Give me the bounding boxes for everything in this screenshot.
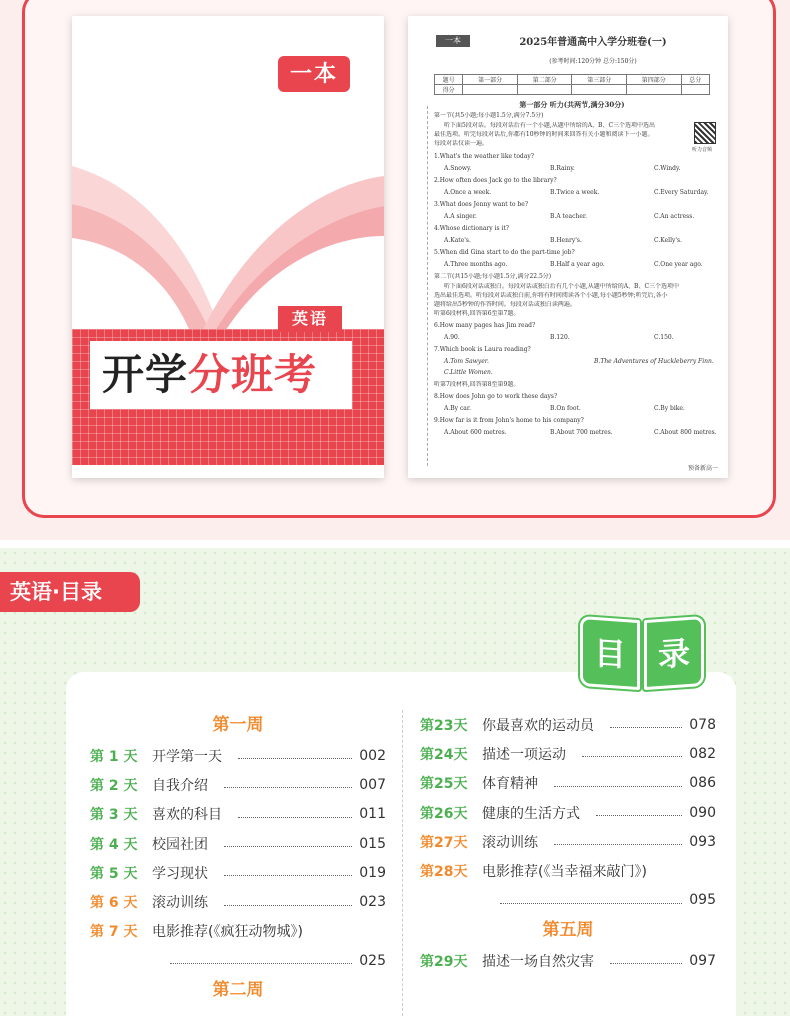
exam-paper-preview <box>408 16 728 478</box>
question: 9.How far is it from John's home to his company? <box>434 417 584 424</box>
option: C.Windy. <box>654 165 681 172</box>
cover-title-red: 分班考 <box>188 350 318 399</box>
toc-day: 第23天 <box>420 717 468 734</box>
option: B.Henry's. <box>550 237 582 244</box>
dot-leader <box>224 905 352 906</box>
brand-logo: 一本 <box>278 56 350 92</box>
dot-leader <box>554 844 682 845</box>
instruction-line: 最佳选项。听完每段对话后,你都有10秒钟的时间来回答有关小题和阅读下一小题。 <box>434 131 654 138</box>
score-cell: 总分 <box>681 75 709 85</box>
score-cell: 第一部分 <box>463 75 518 85</box>
score-cell: 题号 <box>435 75 463 85</box>
score-cell: 第二部分 <box>517 75 572 85</box>
instruction-line: 每段对话仅读一遍。 <box>434 140 489 147</box>
toc-entry[interactable] <box>420 739 716 768</box>
score-cell <box>627 85 682 95</box>
qr-label: 听力音频 <box>692 147 713 153</box>
instruction-line: 听下面6段对话或独白。每段对话或独白后有几个小题,从题中所给的A、B、C三个选项中 <box>444 283 680 290</box>
toc-title: 校园社团 <box>152 836 208 853</box>
toc-title: 滚动训练 <box>152 895 208 912</box>
option: C.Little Women. <box>444 369 493 376</box>
option: B.About 700 metres. <box>550 429 613 436</box>
paper-logo: 一本 <box>436 35 470 47</box>
question: 2.How often does Jack go to the library? <box>434 177 557 184</box>
dot-leader <box>596 815 682 816</box>
binding-margin <box>418 106 428 466</box>
book-cover <box>72 16 384 478</box>
option: A.By car. <box>444 405 471 412</box>
toc-entry[interactable] <box>90 887 386 916</box>
score-cell <box>572 85 627 95</box>
question: 3.What does Jenny want to be? <box>434 201 529 208</box>
subject-tag: 英语 <box>278 306 342 332</box>
option: B.A teacher. <box>550 213 587 220</box>
dot-leader <box>554 786 682 787</box>
week-heading: 第二周 <box>212 980 264 1001</box>
option: A.A singer. <box>444 213 477 220</box>
instruction-line: 题将给出5秒钟的作答时间。每段对话或独白读两遍。 <box>434 301 576 308</box>
toc-page: 093 <box>689 833 716 850</box>
toc-title: 描述一项运动 <box>482 746 566 763</box>
dot-leader <box>500 903 682 904</box>
score-cell: 第三部分 <box>572 75 627 85</box>
toc-entry[interactable] <box>90 770 386 799</box>
option: C.Every Saturday. <box>654 189 709 196</box>
score-cell <box>681 85 709 95</box>
toc-day: 第24天 <box>420 746 468 763</box>
toc-page: 025 <box>359 952 386 969</box>
toc-badge: 英语·目录 <box>0 572 140 612</box>
toc-day: 第 2 天 <box>90 777 138 794</box>
dot-leader <box>224 787 352 788</box>
dot-leader <box>582 756 682 757</box>
section-heading: 第一节(共5小题;每小题1.5分,满分7.5分) <box>434 112 544 119</box>
toc-day: 第 4 天 <box>90 836 138 853</box>
dot-leader <box>170 963 352 964</box>
paper-title: 2025年普通高中入学分班卷(一) <box>519 37 667 48</box>
question: 1.What's the weather like today? <box>434 153 534 160</box>
toc-day: 第26天 <box>420 805 468 822</box>
toc-day: 第 3 天 <box>90 807 138 824</box>
instruction-line: 听第6段材料,回答第6至第7题。 <box>434 310 520 317</box>
toc-day: 第29天 <box>420 953 468 970</box>
dot-leader <box>238 817 352 818</box>
toc-page: 023 <box>359 894 386 911</box>
option: C.Kelly's. <box>654 237 683 244</box>
toc-entry[interactable] <box>420 769 716 798</box>
toc-title: 体育精神 <box>482 776 538 793</box>
book-right-page: 录 <box>644 616 704 690</box>
dot-leader <box>610 963 682 964</box>
score-cell <box>463 85 518 95</box>
part-heading: 第一部分 听力(共两节,满分30分) <box>519 100 625 109</box>
dot-leader <box>224 875 352 876</box>
score-cell: 第四部分 <box>627 75 682 85</box>
dot-leader <box>224 846 352 847</box>
toc-page: 019 <box>359 864 386 881</box>
option: A.Tom Sawyer. <box>444 358 489 365</box>
question: 7.Which book is Laura reading? <box>434 346 531 353</box>
toc-entry[interactable] <box>90 829 386 858</box>
toc-page: 002 <box>359 747 386 764</box>
toc-title: 滚动训练 <box>482 834 538 851</box>
toc-title: 自我介绍 <box>152 777 208 794</box>
cover-title-black: 开学 <box>102 350 189 399</box>
option: B.120. <box>550 334 570 341</box>
toc-entry[interactable] <box>90 917 386 946</box>
toc-entry-continued[interactable] <box>90 946 386 975</box>
toc-day: 第 7 天 <box>90 924 138 941</box>
option: A.Kate's. <box>444 237 471 244</box>
open-book-icon <box>576 612 708 690</box>
book-left-page: 目 <box>580 616 640 690</box>
dot-leader <box>238 758 352 759</box>
option: C.One year ago. <box>654 261 703 268</box>
score-cell: 得分 <box>435 85 463 95</box>
option: A.90. <box>444 334 460 341</box>
question: 4.Whose dictionary is it? <box>434 225 510 232</box>
score-cell <box>517 85 572 95</box>
paper-footer: 预备新高一 <box>687 465 718 472</box>
paper-subtitle: (参考时间:120分钟 总分:150分) <box>549 58 637 65</box>
toc-day: 第 6 天 <box>90 895 138 912</box>
toc-entry[interactable] <box>420 856 716 885</box>
toc-entry-continued[interactable] <box>420 886 716 915</box>
toc-page: 086 <box>689 775 716 792</box>
option: A.About 600 metres. <box>444 429 507 436</box>
toc-title: 喜欢的科目 <box>152 807 222 824</box>
toc-entry[interactable] <box>420 827 716 856</box>
instruction-line: 听第7段材料,回答第8至第9题。 <box>434 381 520 388</box>
toc-right-column <box>420 710 716 975</box>
toc-title: 开学第一天 <box>152 748 222 765</box>
toc-left-column <box>90 710 386 1006</box>
toc-day: 第 1 天 <box>90 748 138 765</box>
option: C.An actress. <box>654 213 695 220</box>
toc-title: 学习现状 <box>152 865 208 882</box>
toc-entry[interactable] <box>90 858 386 887</box>
score-table <box>434 74 710 95</box>
toc-title: 电影推荐(《当幸福来敲门》) <box>482 864 647 881</box>
toc-entry[interactable] <box>90 741 386 770</box>
toc-entry[interactable] <box>420 798 716 827</box>
toc-page: 095 <box>689 892 716 909</box>
option: A.Snowy. <box>444 165 472 172</box>
toc-page: 082 <box>689 745 716 762</box>
toc-title: 健康的生活方式 <box>482 805 580 822</box>
week-heading: 第五周 <box>542 920 594 941</box>
cover-title <box>102 349 317 401</box>
question: 6.How many pages has Jim read? <box>434 322 536 329</box>
instruction-line: 选出最佳选项。听每段对话或独白前,你将有时间阅读各个小题,每小题5秒钟;听完后,各小 <box>434 292 668 299</box>
toc-title: 你最喜欢的运动员 <box>482 717 594 734</box>
option: A.Three months ago. <box>444 261 508 268</box>
qr-code-icon <box>694 122 716 144</box>
toc-day: 第27天 <box>420 834 468 851</box>
toc-entry[interactable] <box>90 800 386 829</box>
instruction-line: 听下面5段对话。每段对话后有一个小题,从题中所给的A、B、C三个选项中选出 <box>444 122 656 129</box>
option: B.On foot. <box>550 405 581 412</box>
question: 5.When did Gina start to do the part-time job? <box>434 249 575 256</box>
question: 8.How does John go to work these days? <box>434 393 558 400</box>
toc-day: 第28天 <box>420 864 468 881</box>
option: C.By bike. <box>654 405 685 412</box>
option: C.150. <box>654 334 674 341</box>
toc-title: 电影推荐(《疯狂动物城》) <box>152 924 303 941</box>
option: C.About 800 metres. <box>654 429 717 436</box>
option: A.Once a week. <box>444 189 492 196</box>
toc-day: 第25天 <box>420 776 468 793</box>
toc-page: 011 <box>359 806 386 823</box>
toc-page: 015 <box>359 835 386 852</box>
toc-page: 007 <box>359 776 386 793</box>
toc-day: 第 5 天 <box>90 865 138 882</box>
toc-entry[interactable] <box>420 710 716 739</box>
week-heading: 第一周 <box>212 715 264 735</box>
column-divider <box>402 710 403 1016</box>
toc-page: 090 <box>689 804 716 821</box>
toc-entry[interactable] <box>420 946 716 975</box>
toc-page: 078 <box>689 716 716 733</box>
option: B.The Adventures of Huckleberry Finn. <box>594 358 714 365</box>
toc-page: 097 <box>689 952 716 969</box>
option: B.Rainy. <box>550 165 575 172</box>
option: B.Half a year ago. <box>550 261 605 268</box>
toc-title: 描述一场自然灾害 <box>482 953 594 970</box>
option: B.Twice a week. <box>550 189 600 196</box>
section-heading: 第二节(共15小题;每小题1.5分,满分22.5分) <box>434 273 552 280</box>
dot-leader <box>610 727 682 728</box>
